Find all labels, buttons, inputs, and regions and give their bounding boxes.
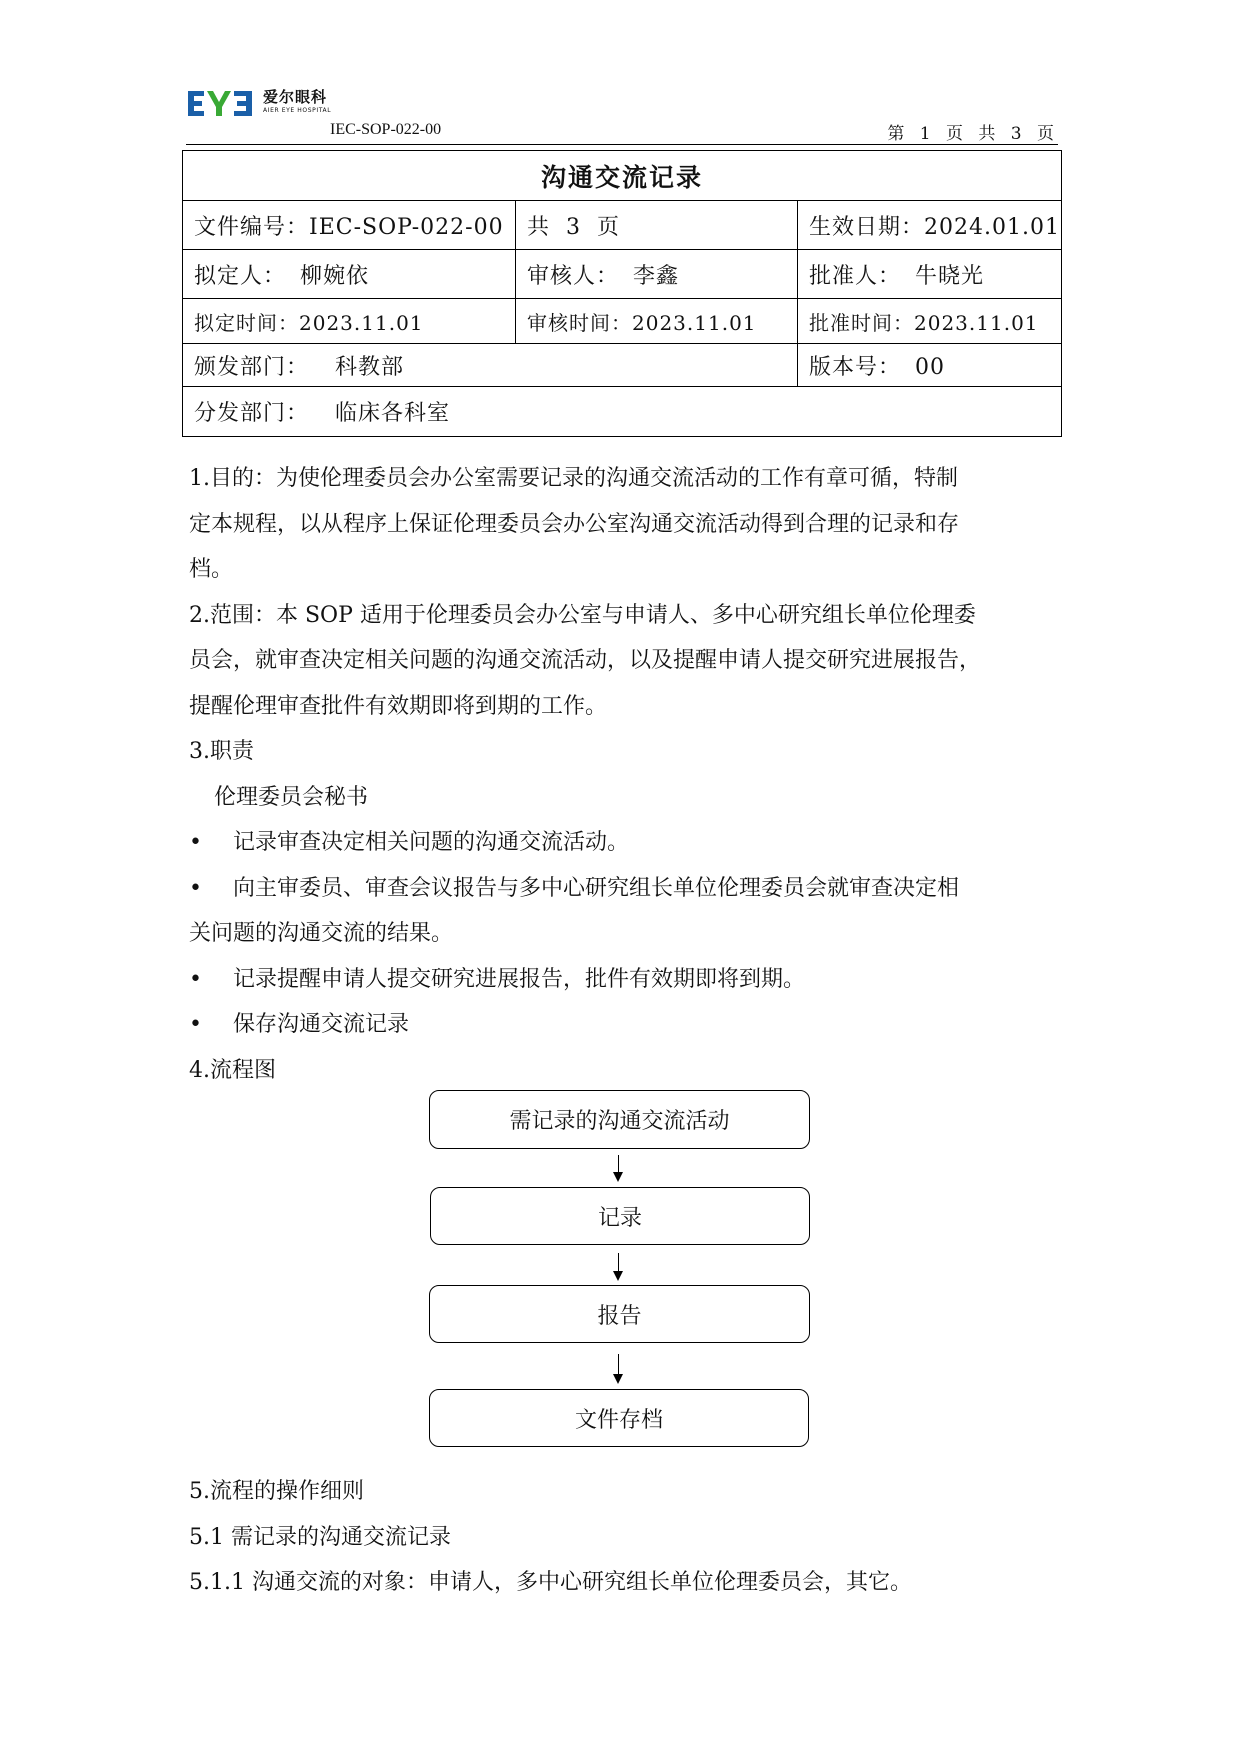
section-5-1: 5.1 需记录的沟通交流记录	[189, 1524, 451, 1550]
review-time-value: 2023.11.01	[632, 310, 757, 335]
bullet-dot: •	[189, 1012, 202, 1037]
document-body-continued	[189, 1469, 1057, 1606]
bullet-dot: •	[189, 875, 202, 901]
flow-step-1: 需记录的沟通交流活动	[429, 1090, 810, 1149]
dist-dept-label: 分发部门：	[194, 401, 310, 426]
version-cell	[798, 344, 1062, 387]
draft-time-value: 2023.11.01	[299, 310, 424, 335]
issue-dept-value: 科教部	[335, 354, 405, 380]
file-number-value: IEC-SOP-022-00	[309, 214, 504, 240]
bullet-item-2-continuation: 关问题的沟通交流的结果。	[189, 921, 454, 946]
responsibility-heading: 3.职责	[189, 739, 254, 764]
draft-time-cell	[183, 299, 516, 344]
bullet-item-3	[189, 957, 1057, 1003]
purpose-line-2: 定本规程，以从程序上保证伦理委员会办公室沟通交流活动得到合理的记录和存	[189, 511, 960, 537]
flow-step-3: 报告	[429, 1285, 810, 1343]
bullet-text: 保存沟通交流记录	[233, 1012, 410, 1037]
header-page-info: 第 1 页 共 3 页	[887, 124, 1057, 144]
drafter-label: 拟定人：	[194, 263, 287, 289]
issue-dept-cell	[183, 344, 798, 387]
page-count-value: 共 3 页	[527, 214, 620, 240]
responsibility-role: 伦理委员会秘书	[214, 784, 369, 810]
bullet-dot: •	[189, 830, 202, 855]
page-count-cell	[516, 201, 798, 250]
file-number-cell	[183, 201, 516, 250]
section-5-1-1: 5.1.1 沟通交流的对象：申请人，多中心研究组长单位伦理委员会，其它。	[189, 1570, 912, 1595]
bullet-text: 记录提醒申请人提交研究进展报告，批件有效期即将到期。	[233, 966, 806, 992]
scope-line-1: 2.范围：本 SOP 适用于伦理委员会办公室与申请人、多中心研究组长单位伦理委	[189, 602, 976, 628]
purpose-line-3: 档。	[189, 557, 234, 582]
logo-english-text: AIER EYE HOSPITAL	[263, 107, 332, 114]
approver-label: 批准人：	[809, 263, 902, 289]
bullet-text: 记录审查决定相关问题的沟通交流活动。	[233, 830, 630, 855]
approver-cell	[798, 250, 1062, 299]
flow-step-2: 记录	[430, 1187, 810, 1245]
purpose-line-1: 1.目的：为使伦理委员会办公室需要记录的沟通交流活动的工作有章可循，特制	[189, 466, 958, 491]
approve-time-value: 2023.11.01	[914, 310, 1039, 335]
version-label: 版本号：	[809, 354, 902, 380]
effective-date-label: 生效日期：	[809, 214, 925, 240]
approve-time-cell	[798, 299, 1062, 344]
dist-dept-value: 临床各科室	[335, 401, 451, 426]
document-info-table	[182, 150, 1062, 437]
issue-dept-label: 颁发部门：	[194, 354, 310, 380]
effective-date-value: 2024.01.01	[924, 214, 1060, 240]
header-divider	[186, 144, 1058, 145]
bullet-text: 向主审委员、审查会议报告与多中心研究组长单位伦理委员会就审查决定相	[233, 875, 960, 901]
drafter-value: 柳婉依	[300, 263, 370, 289]
flowchart-heading: 4.流程图	[189, 1057, 276, 1083]
flow-arrow-1	[618, 1155, 619, 1180]
flow-step-4: 文件存档	[429, 1389, 809, 1447]
reviewer-cell	[516, 250, 798, 299]
review-time-cell	[516, 299, 798, 344]
file-number-label: 文件编号：	[194, 214, 310, 240]
approve-time-label: 批准时间：	[809, 310, 914, 335]
approver-value: 牛晓光	[915, 263, 985, 289]
version-value: 00	[915, 354, 946, 380]
reviewer-value: 李鑫	[633, 263, 680, 289]
scope-line-2: 员会，就审查决定相关问题的沟通交流活动，以及提醒申请人提交研究进展报告，	[189, 648, 982, 673]
document-body	[189, 456, 1057, 1093]
bullet-item-2	[189, 866, 1057, 912]
header-doc-code: IEC-SOP-022-00	[330, 121, 442, 138]
logo-chinese-text: 爱尔眼科	[263, 88, 328, 106]
draft-time-label: 拟定时间：	[194, 310, 299, 335]
drafter-cell	[183, 250, 516, 299]
bullet-item-4	[189, 1002, 1057, 1048]
effective-date-cell	[798, 201, 1062, 250]
document-title: 沟通交流记录	[183, 151, 1062, 201]
review-time-label: 审核时间：	[527, 310, 632, 335]
dist-dept-cell	[183, 387, 1062, 437]
flow-arrow-2	[618, 1253, 619, 1279]
hospital-logo	[186, 84, 346, 120]
reviewer-label: 审核人：	[527, 263, 620, 289]
flow-arrow-3	[618, 1354, 619, 1382]
bullet-dot: •	[189, 966, 202, 992]
procedure-heading: 5.流程的操作细则	[189, 1479, 364, 1504]
eye-logo-icon	[186, 88, 256, 118]
scope-line-3: 提醒伦理审查批件有效期即将到期的工作。	[189, 693, 608, 719]
bullet-item-1	[189, 820, 1057, 866]
